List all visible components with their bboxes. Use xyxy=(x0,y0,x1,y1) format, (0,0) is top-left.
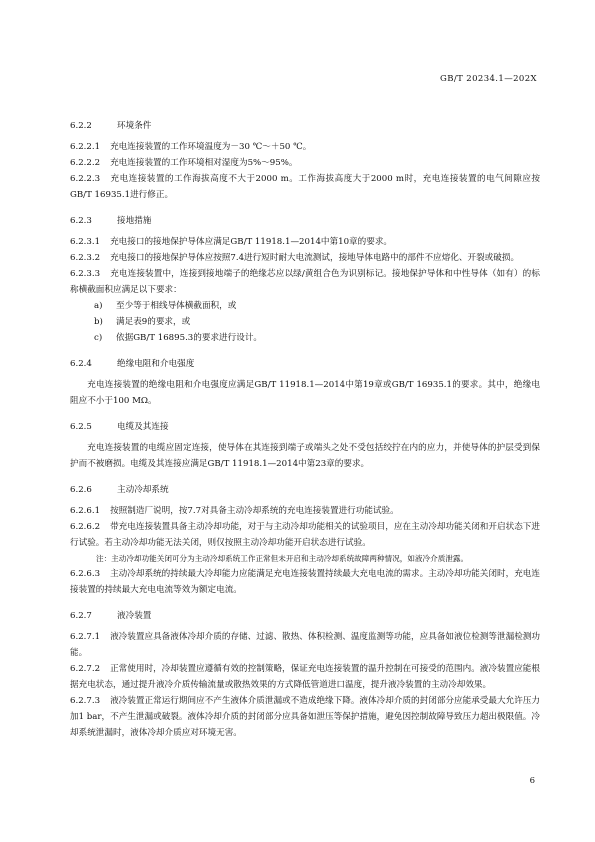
section-title: 电缆及其连接 xyxy=(117,422,169,432)
document-id-header: GB/T 20234.1—202X xyxy=(440,74,537,84)
section-heading xyxy=(70,118,540,134)
section-heading xyxy=(70,482,540,498)
list-item xyxy=(70,314,540,330)
clause-number: 6.2.3.3 xyxy=(70,269,101,279)
list-item xyxy=(70,330,540,346)
list-marker: a) xyxy=(94,301,103,311)
section-title: 绝缘电阻和介电强度 xyxy=(117,359,195,369)
section-number: 6.2.2 xyxy=(70,121,92,131)
clause-number: 6.2.2.2 xyxy=(70,158,101,168)
clause-text: 正常使用时，冷却装置应遵循有效的控制策略，保证充电连接装置的温升控制在可接受的范围内。液冷装置应能根据充电状态，通过提升液冷介质传输流量或散热效果的方式降低管道进口温度，提升液冷装置的主动冷却效果。 xyxy=(70,664,540,690)
section-heading xyxy=(70,213,540,229)
clause-number: 6.2.6.1 xyxy=(70,506,101,516)
list-marker: c) xyxy=(94,333,103,343)
clause-text: 液冷装置应具备液体冷却介质的存储、过滤、散热、体积检测、温度监测等功能，应具备如液位检测等泄漏检测功能。 xyxy=(70,632,540,658)
list-marker: b) xyxy=(94,317,103,327)
section-number: 6.2.4 xyxy=(70,359,92,369)
clause xyxy=(70,661,540,693)
clause-text: 液冷装置正常运行期间应不产生液体介质泄漏或不造成绝缘下降。液体冷却介质的封闭部分应能承受最大允许压力加1 bar，不产生泄漏或破裂。液体冷却介质的封闭部分应具备如泄压等保护措施，避免因控制故障导致压力超出极限值。冷却系统泄漏时，液体冷却介质应对环境无害。 xyxy=(70,696,540,738)
section-heading xyxy=(70,608,540,624)
clause-text: 充电接口的接地保护导体应按照7.4进行短时耐大电流测试，接地导体电路中的部件不应熔化、开裂或破损。 xyxy=(110,253,520,263)
clause xyxy=(70,566,540,598)
clause-number: 6.2.7.2 xyxy=(70,664,101,674)
clause xyxy=(70,139,540,155)
clause-text: 带充电连接装置具备主动冷却功能，对于与主动冷却功能相关的试验项目，应在主动冷却功能关闭和开启状态下进行试验。若主动冷却功能无法关闭，则仅按照主动冷却功能开启状态进行试验。 xyxy=(70,522,540,548)
section-title: 环境条件 xyxy=(117,121,152,131)
clause-number: 6.2.6.3 xyxy=(70,569,101,579)
page-number: 6 xyxy=(529,776,535,786)
clause xyxy=(70,250,540,266)
clause-number: 6.2.6.2 xyxy=(70,522,101,532)
clause-text: 充电连接装置的工作环境相对湿度为5%～95%。 xyxy=(110,158,298,168)
clause xyxy=(70,519,540,551)
clause-number: 6.2.7.1 xyxy=(70,632,101,642)
clause-text: 充电连接装置中，连接到接地端子的绝缘芯应以绿/黄组合色为识别标记。接地保护导体和中性导体（如有）的标称横截面积应满足以下要求： xyxy=(70,269,540,295)
section-heading xyxy=(70,356,540,372)
section-number: 6.2.6 xyxy=(70,485,92,495)
section-title: 接地措施 xyxy=(117,216,152,226)
clause-text: 充电连接装置的工作海拔高度不大于2000 m。工作海拔高度大于2000 m时，充电连接装置的电气间隙应按GB/T 16935.1进行修正。 xyxy=(70,174,540,200)
clause xyxy=(70,503,540,519)
section-title: 液冷装置 xyxy=(117,611,152,621)
clause xyxy=(70,155,540,171)
body-paragraph: 充电连接装置的绝缘电阻和介电强度应满足GB/T 11918.1—2014中第19章或GB/T 16935.1的要求。其中，绝缘电阻应不小于100 MΩ。 xyxy=(70,380,540,406)
section-number: 6.2.7 xyxy=(70,611,92,621)
clause xyxy=(70,234,540,250)
section-number: 6.2.5 xyxy=(70,422,92,432)
clause xyxy=(70,171,540,203)
clause xyxy=(70,693,540,741)
clause-text: 充电连接装置的工作环境温度为－30 ℃～＋50 ℃。 xyxy=(110,142,312,152)
list-text: 满足表9的要求，或 xyxy=(116,317,191,327)
list-text: 至少等于相线导体横截面积，或 xyxy=(116,301,237,311)
list-item xyxy=(70,298,540,314)
clause-text: 充电接口的接地保护导体应满足GB/T 11918.1—2014中第10章的要求。 xyxy=(110,237,393,247)
clause-number: 6.2.7.3 xyxy=(70,696,101,706)
section-number: 6.2.3 xyxy=(70,216,92,226)
clause-number: 6.2.3.2 xyxy=(70,253,101,263)
clause xyxy=(70,266,540,298)
clause-text: 主动冷却系统的持续最大冷却能力应能满足充电连接装置持续最大充电电流的需求。主动冷却功能关闭时，充电连接装置的持续最大充电电流等效为额定电流。 xyxy=(70,569,540,595)
note: 注：主动冷却功能关闭可分为主动冷却系统工作正常但未开启和主动冷却系统故障两种情况，如液冷介质泄露。 xyxy=(96,554,469,563)
section-title: 主动冷却系统 xyxy=(117,485,169,495)
body-paragraph: 充电连接装置的电缆应固定连接，使导体在其连接到端子或端头之处不受包括绞拧在内的应力，并使导体的护层受到保护而不被磨损。电缆及其连接应满足GB/T 11918.1—2014中第23章的要求。 xyxy=(70,443,540,469)
clause-text: 按照制造厂说明，按7.7对具备主动冷却系统的充电连接装置进行功能试验。 xyxy=(110,506,399,516)
clause-number: 6.2.2.3 xyxy=(70,174,101,184)
clause-number: 6.2.2.1 xyxy=(70,142,101,152)
clause xyxy=(70,629,540,661)
clause-number: 6.2.3.1 xyxy=(70,237,101,247)
section-heading xyxy=(70,419,540,435)
list-text: 依据GB/T 16895.3的要求进行设计。 xyxy=(116,333,263,343)
document-body xyxy=(70,118,540,741)
